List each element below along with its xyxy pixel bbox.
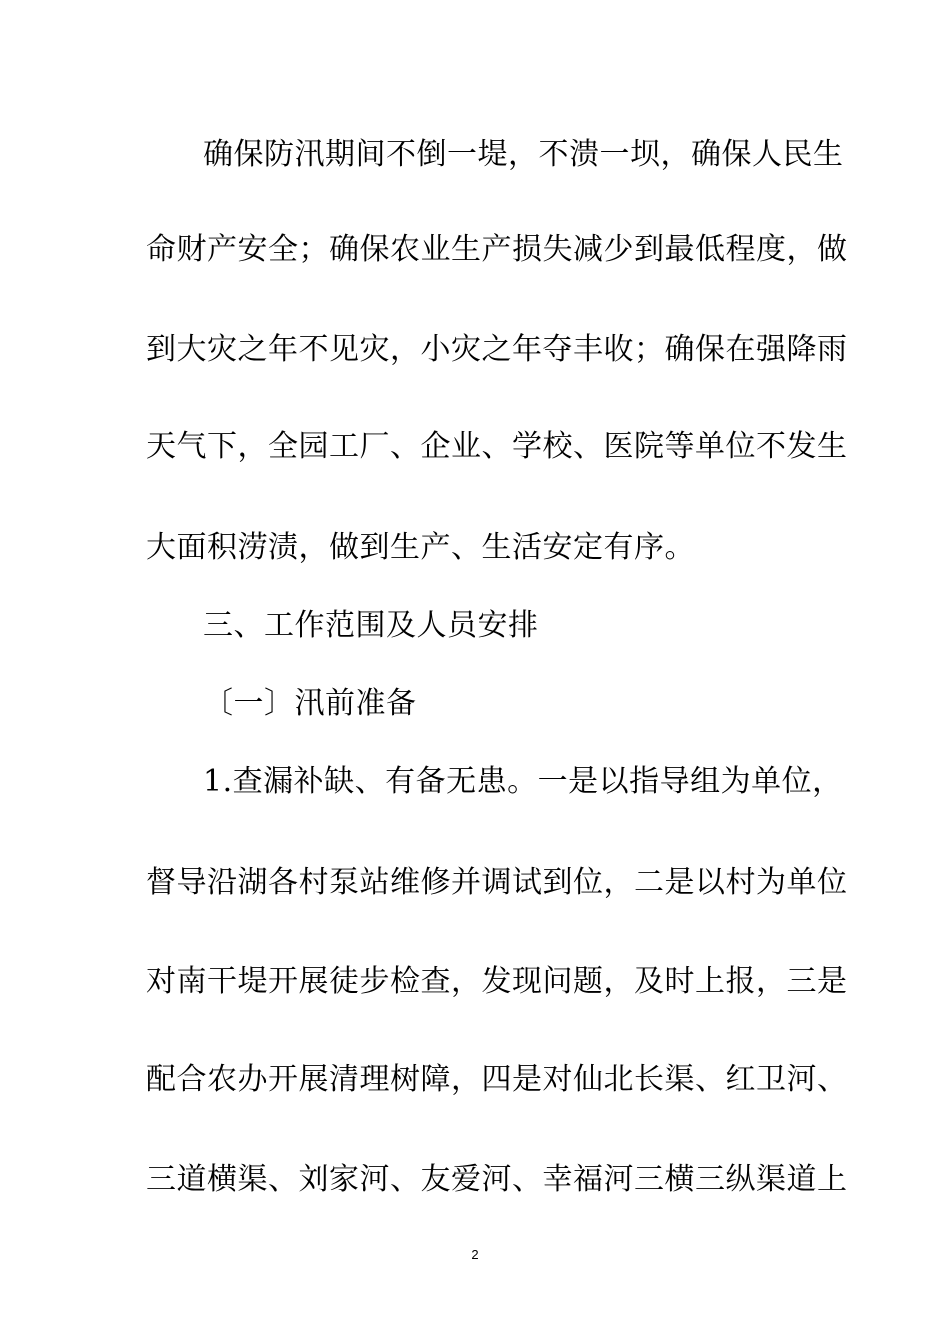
paragraph-line: 督导沿湖各村泵站维修并调试到位，二是以村为单位 xyxy=(146,865,848,900)
paragraph-line: 确保防汛期间不倒一堤，不溃一坝，确保人民生 xyxy=(203,137,844,172)
paragraph-line: 到大灾之年不见灾，小灾之年夺丰收；确保在强降雨 xyxy=(146,332,848,367)
paragraph-line: 配合农办开展清理树障，四是对仙北长渠、红卫河、 xyxy=(146,1062,848,1097)
section-heading: 三、工作范围及人员安排 xyxy=(203,608,539,643)
subsection-heading: 〔一〕汛前准备 xyxy=(203,686,417,721)
paragraph-line: 对南干堤开展徒步检查，发现问题，及时上报，三是 xyxy=(146,964,848,999)
paragraph-line: 大面积涝渍，做到生产、生活安定有序。 xyxy=(146,530,695,565)
paragraph-line: 天气下，全园工厂、企业、学校、医院等单位不发生 xyxy=(146,429,848,464)
page-number: 2 xyxy=(471,1247,479,1262)
paragraph-line: 命财产安全；确保农业生产损失减少到最低程度，做 xyxy=(146,232,848,267)
paragraph-line: 三道横渠、刘家河、友爱河、幸福河三横三纵渠道上 xyxy=(146,1162,848,1197)
paragraph-line: 1.查漏补缺、有备无患。一是以指导组为单位， xyxy=(203,764,843,799)
